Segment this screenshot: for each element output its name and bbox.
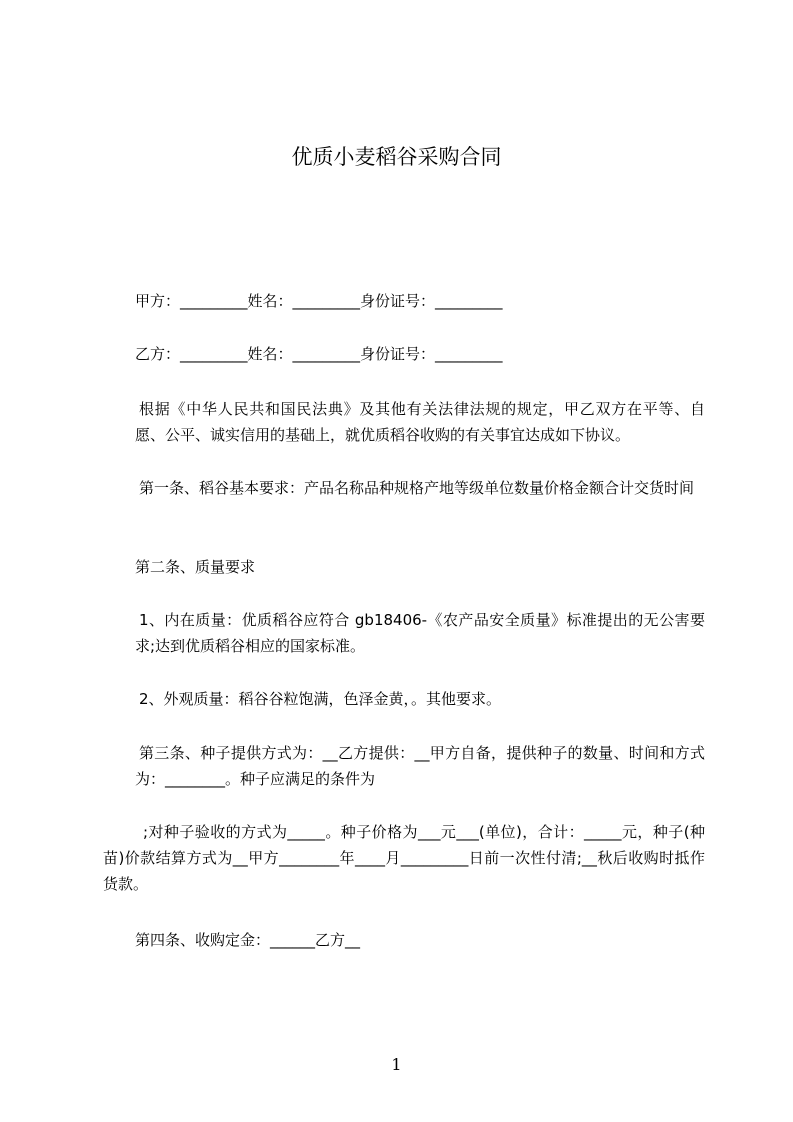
external-quality-paragraph: 2、外观质量：稻谷谷粒饱满，色泽金黄，。其他要求。 bbox=[139, 690, 502, 708]
party-b-line: 乙方：_________姓名：_________身份证号：_________ bbox=[135, 345, 503, 363]
document-title: 优质小麦稻谷采购合同 bbox=[291, 145, 502, 169]
article-2-heading: 第二条、质量要求 bbox=[135, 558, 256, 576]
internal-quality-paragraph: 1、内在质量：优质稻谷应符合 gb18406-《农产品安全质量》标准提出的无公害要求;达到优质稻谷相应的国家标准。 bbox=[135, 611, 705, 655]
seed-payment-paragraph: ;对种子验收的方式为_____。种子价格为___元___(单位)，合计：_____元，种子(种苗)价款结算方式为__甲方________年____月_________日前一次性付清;__秋后收购时抵作货款。 bbox=[103, 823, 705, 893]
preamble-paragraph: 根据《中华人民共和国民法典》及其他有关法律法规的规定，甲乙双方在平等、自愿、公平、诚实信用的基础上，就优质稻谷收购的有关事宜达成如下协议。 bbox=[135, 400, 705, 444]
article-4-paragraph: 第四条、收购定金：______乙方__ bbox=[135, 931, 361, 949]
article-1-paragraph: 第一条、稻谷基本要求：产品名称品种规格产地等级单位数量价格金额合计交货时间 bbox=[139, 479, 695, 497]
party-a-line: 甲方：_________姓名：_________身份证号：_________ bbox=[135, 292, 503, 310]
article-3-paragraph: 第三条、种子提供方式为：__乙方提供：__甲方自备，提供种子的数量、时间和方式为：________。种子应满足的条件为 bbox=[135, 744, 705, 788]
page-number: 1 bbox=[391, 1055, 402, 1074]
